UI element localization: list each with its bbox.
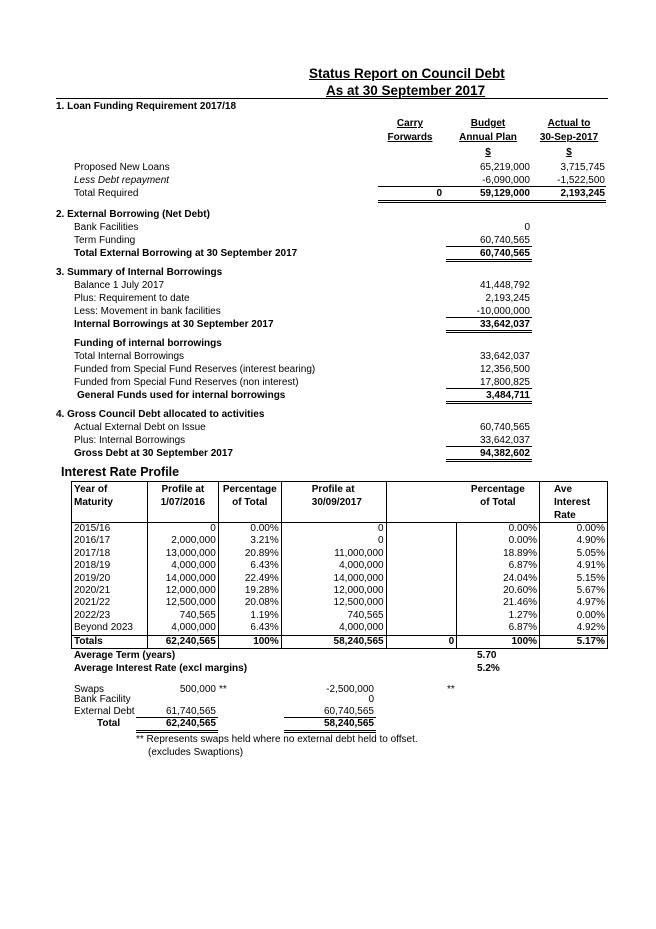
s3-total-label: Internal Borrowings at 30 September 2017: [74, 319, 274, 330]
header-profile-2017: Profile at 30/09/2017: [281, 482, 386, 523]
s2-double-rule-a: [446, 259, 532, 260]
s1-double-rule-b: [378, 202, 606, 203]
cell-ave: 5.15%: [540, 573, 608, 585]
cell-blank: [386, 585, 457, 597]
cell-ave: 4.91%: [540, 560, 608, 572]
avg-term-label: Average Term (years): [74, 650, 176, 661]
s3-double-rule-a: [446, 330, 532, 331]
cell-p2016: 14,000,000: [147, 573, 218, 585]
s2-row-label: Term Funding: [74, 235, 136, 246]
cell-p2016: 2,000,000: [147, 535, 218, 547]
cell-p2016: 4,000,000: [147, 560, 218, 572]
s4-row-value: 60,740,565: [479, 422, 530, 433]
swaps-2016: 500,000: [179, 684, 216, 695]
cell-pct1: 3.21%: [218, 535, 281, 547]
cell-pct2: 0.00%: [457, 535, 540, 547]
cell-p2016: 12,500,000: [147, 597, 218, 609]
cell-pct1: 19.28%: [218, 585, 281, 597]
s3-row-label: Less: Movement in bank facilities: [74, 306, 221, 317]
table-totals-row: [72, 635, 608, 648]
table-row: [72, 523, 608, 536]
swaps-total-2016: 62,240,565: [165, 718, 216, 729]
s1-row-label: Proposed New Loans: [74, 162, 170, 173]
cell-year: 2016/17: [72, 535, 148, 547]
cell-ave: 4.92%: [540, 622, 608, 635]
cell-blank: [386, 622, 457, 635]
cell-pct2: 6.87%: [457, 560, 540, 572]
cell-blank: [386, 548, 457, 560]
bank-facility-2017: 0: [368, 694, 374, 705]
swaps-mark: **: [219, 684, 227, 695]
s3-row-label: Balance 1 July 2017: [74, 280, 165, 291]
s3-row-value: 41,448,792: [479, 280, 530, 291]
totals-label: Totals: [72, 635, 148, 648]
cell-year: 2022/23: [72, 610, 148, 622]
totals-p2017: 58,240,565: [281, 635, 386, 648]
funding-heading: Funding of internal borrowings: [74, 338, 222, 349]
swaps-2017: -2,500,000: [326, 684, 374, 695]
cell-pct1: 6.43%: [218, 560, 281, 572]
cell-ave: 0.00%: [540, 523, 608, 536]
cell-year: 2020/21: [72, 585, 148, 597]
col-budget-l3: $: [485, 147, 491, 158]
s4-heading: 4. Gross Council Debt allocated to activities: [56, 409, 265, 420]
cell-p2016: 4,000,000: [147, 622, 218, 635]
s3-double-rule-b: [446, 332, 532, 333]
cell-p2017: 12,500,000: [281, 597, 386, 609]
s2-total-value: 60,740,565: [479, 248, 530, 259]
s1-row-actual: 3,715,745: [560, 162, 605, 173]
cell-pct1: 6.43%: [218, 622, 281, 635]
totals-p2016: 62,240,565: [147, 635, 218, 648]
cell-pct2: 21.46%: [457, 597, 540, 609]
cell-blank: [386, 560, 457, 572]
cell-year: 2019/20: [72, 573, 148, 585]
cell-p2017: 14,000,000: [281, 573, 386, 585]
cell-p2017: 4,000,000: [281, 622, 386, 635]
footnote-1: ** Represents swaps held where no external debt held to offset.: [136, 734, 418, 745]
cell-year: 2015/16: [72, 523, 148, 536]
s1-row-budget: 65,219,000: [479, 162, 530, 173]
totals-blank: 0: [386, 635, 457, 648]
header-rule: [56, 98, 608, 99]
swaps-total-label: Total: [97, 718, 121, 729]
cell-ave: 4.90%: [540, 535, 608, 547]
cell-p2016: 0: [147, 523, 218, 536]
funding-total-label: General Funds used for internal borrowings: [77, 390, 286, 401]
col-carry-l2: Forwards: [387, 132, 433, 143]
avg-rate-value: 5.2%: [477, 663, 500, 674]
header-blank: [386, 482, 457, 523]
s3-heading: 3. Summary of Internal Borrowings: [56, 267, 223, 278]
cell-p2017: 12,000,000: [281, 585, 386, 597]
col-budget-l2: Annual Plan: [459, 132, 517, 143]
s4-total-value: 94,382,602: [479, 448, 530, 459]
table-row: [72, 535, 608, 547]
funding-row-value: 12,356,500: [479, 364, 530, 375]
cell-pct1: 22.49%: [218, 573, 281, 585]
s1-total-carry: 0: [436, 188, 442, 199]
totals-pct2: 100%: [457, 635, 540, 648]
table-row: [72, 597, 608, 609]
cell-blank: [386, 523, 457, 536]
s4-double-rule-a: [446, 459, 532, 460]
table-row: [72, 610, 608, 622]
cell-year: 2018/19: [72, 560, 148, 572]
swaps-double-rule-a: [136, 730, 218, 731]
s1-total-label: Total Required: [74, 188, 139, 199]
cell-p2017: 4,000,000: [281, 560, 386, 572]
footnote-2: (excludes Swaptions): [148, 747, 244, 758]
swaps-mark-2: **: [447, 684, 455, 695]
funding-double-rule-b: [446, 403, 532, 404]
s4-double-rule-b: [446, 461, 532, 462]
cell-pct2: 6.87%: [457, 622, 540, 635]
s1-total-budget: 59,129,000: [479, 188, 530, 199]
cell-pct1: 20.08%: [218, 597, 281, 609]
header-percentage-1: Percentage of Total: [218, 482, 281, 523]
s3-row-value: 2,193,245: [485, 293, 530, 304]
cell-p2017: 740,565: [281, 610, 386, 622]
cell-ave: 5.67%: [540, 585, 608, 597]
header-profile-2016: Profile at 1/07/2016: [147, 482, 218, 523]
cell-pct2: 1.27%: [457, 610, 540, 622]
table-row: [72, 548, 608, 560]
s2-double-rule-b: [446, 261, 532, 262]
s3-row-value: -10,000,000: [476, 306, 530, 317]
table-row: [72, 585, 608, 597]
swaps-label: Swaps: [74, 684, 105, 695]
external-debt-2017: 60,740,565: [323, 706, 374, 717]
cell-pct1: 20.89%: [218, 548, 281, 560]
external-debt-label: External Debt: [74, 706, 135, 717]
irp-heading: Interest Rate Profile: [61, 465, 180, 479]
cell-ave: 5.05%: [540, 548, 608, 560]
cell-blank: [386, 597, 457, 609]
totals-ave: 5.17%: [540, 635, 608, 648]
s1-double-rule-a: [378, 200, 606, 201]
bank-facility-label: Bank Facility: [74, 694, 131, 705]
cell-ave: 0.00%: [540, 610, 608, 622]
cell-ave: 4.97%: [540, 597, 608, 609]
s4-row-label: Plus: Internal Borrowings: [74, 435, 186, 446]
cell-pct2: 20.60%: [457, 585, 540, 597]
s3-row-label: Plus: Requirement to date: [74, 293, 190, 304]
header-year: Year of Maturity: [72, 482, 148, 523]
avg-rate-label: Average Interest Rate (excl margins): [74, 663, 248, 674]
cell-pct2: 0.00%: [457, 523, 540, 536]
col-actual-l2: 30-Sep-2017: [539, 132, 599, 143]
cell-year: Beyond 2023: [72, 622, 148, 635]
interest-rate-table: [71, 481, 608, 649]
s1-total-actual: 2,193,245: [560, 188, 605, 199]
table-row: [72, 573, 608, 585]
funding-double-rule-a: [446, 401, 532, 402]
cell-pct1: 0.00%: [218, 523, 281, 536]
s2-row-value: 0: [524, 222, 530, 233]
cell-p2016: 12,000,000: [147, 585, 218, 597]
s1-heading: 1. Loan Funding Requirement 2017/18: [56, 101, 237, 112]
funding-total-value: 3,484,711: [486, 390, 530, 401]
funding-row-label: Funded from Special Fund Reserves (interest bearing): [74, 364, 316, 375]
s2-row-value: 60,740,565: [479, 235, 530, 246]
cell-p2017: 11,000,000: [281, 548, 386, 560]
s1-row-label: Less Debt repayment: [74, 175, 170, 186]
header-ave-rate: Ave Interest Rate: [540, 482, 608, 523]
col-actual-l1: Actual to: [547, 118, 591, 129]
funding-row-label: Total Internal Borrowings: [74, 351, 185, 362]
funding-row-label: Funded from Special Fund Reserves (non interest): [74, 377, 299, 388]
cell-p2016: 13,000,000: [147, 548, 218, 560]
report-subtitle: As at 30 September 2017: [326, 83, 486, 98]
swaps-double-rule-c: [284, 730, 376, 731]
cell-year: 2021/22: [72, 597, 148, 609]
cell-pct2: 18.89%: [457, 548, 540, 560]
col-budget-l1: Budget: [470, 118, 506, 129]
swaps-total-2017: 58,240,565: [323, 718, 374, 729]
s2-total-label: Total External Borrowing at 30 September 2017: [74, 248, 298, 259]
s4-row-label: Actual External Debt on Issue: [74, 422, 206, 433]
avg-term-value: 5.70: [477, 650, 497, 661]
s1-row-budget: -6,090,000: [482, 175, 530, 186]
header-percentage-2: Percentage of Total: [457, 482, 540, 523]
cell-year: 2017/18: [72, 548, 148, 560]
funding-row-value: 17,800,825: [479, 377, 530, 388]
cell-p2017: 0: [281, 535, 386, 547]
s4-total-label: Gross Debt at 30 September 2017: [74, 448, 233, 459]
report-title: Status Report on Council Debt: [309, 66, 505, 81]
col-actual-l3: $: [566, 147, 572, 158]
table-row: [72, 560, 608, 572]
table-row: [72, 622, 608, 635]
s1-row-actual: -1,522,500: [557, 175, 605, 186]
s3-total-value: 33,642,037: [479, 319, 530, 330]
cell-p2016: 740,565: [147, 610, 218, 622]
external-debt-2016: 61,740,565: [165, 706, 216, 717]
cell-pct1: 1.19%: [218, 610, 281, 622]
cell-blank: [386, 535, 457, 547]
cell-blank: [386, 573, 457, 585]
funding-row-value: 33,642,037: [479, 351, 530, 362]
s2-row-label: Bank Facilities: [74, 222, 139, 233]
cell-pct2: 24.04%: [457, 573, 540, 585]
s2-heading: 2. External Borrowing (Net Debt): [56, 209, 210, 220]
cell-p2017: 0: [281, 523, 386, 536]
s4-row-value: 33,642,037: [479, 435, 530, 446]
table-header-row: [72, 482, 608, 523]
cell-blank: [386, 610, 457, 622]
col-carry-l1: Carry: [396, 118, 424, 129]
totals-pct1: 100%: [218, 635, 281, 648]
